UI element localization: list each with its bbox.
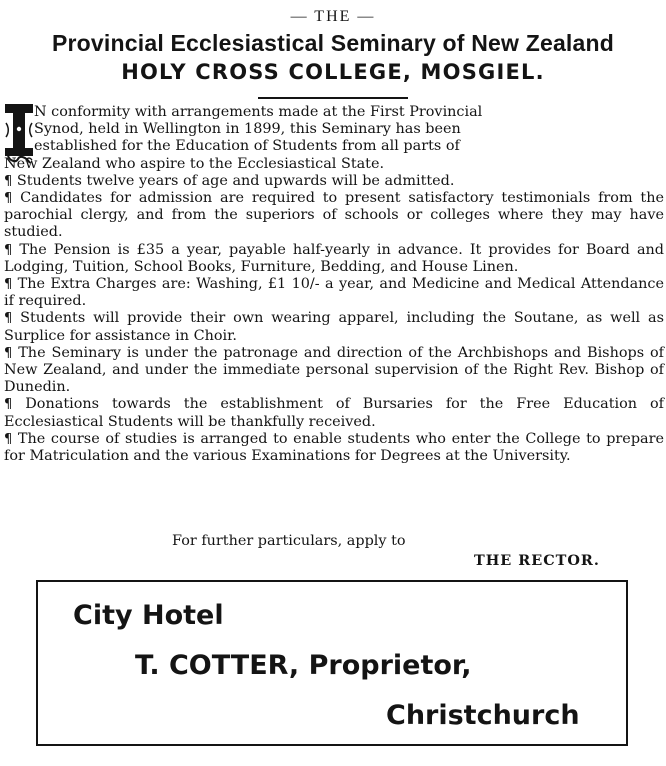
paragraph-mark-icon: ¶ (4, 311, 13, 327)
paragraph-candidates: ¶ Candidates for admission are required to present satisfactory testimonials from the parochial clergy, and from the superiors of schools or colleges where they may have studied. (4, 190, 664, 241)
paragraph-mark-icon: ¶ (4, 277, 13, 293)
hotel-name: City Hotel (73, 600, 224, 631)
hotel-city: Christchurch (386, 700, 580, 731)
seminary-title: Provincial Ecclesiastical Seminary of New Zealand (51, 30, 615, 56)
college-title: HOLY CROSS COLLEGE, MOSGIEL. (121, 60, 545, 84)
intro-last-line: New Zealand who aspire to the Ecclesiastical State. (4, 155, 385, 172)
paragraph-extra-charges: ¶ The Extra Charges are: Washing, £1 10/- a year, and Medicine and Medical Attendance if required. (4, 276, 664, 310)
paragraph-donations: ¶ Donations towards the establishment of Bursaries for the Free Education of Ecclesiastical Students will be thankfully received. (4, 396, 664, 430)
intro-line-1: N conformity with arrangements made at the First Provincial (34, 104, 483, 120)
intro-line-2: Synod, held in Wellington in 1899, this Seminary has been (34, 121, 461, 138)
intro-line-3: established for the Education of Students from all parts of (34, 138, 460, 155)
paragraph-admission-age: ¶ Students twelve years of age and upwards will be admitted. (4, 172, 455, 189)
paragraph-mark-icon: ¶ (4, 397, 13, 413)
paragraph-mark-icon: ¶ (4, 431, 13, 447)
hotel-proprietor: T. COTTER, Proprietor, (135, 650, 472, 681)
paragraph-mark-icon: ¶ (4, 345, 13, 361)
the-heading: — THE — (290, 8, 376, 25)
paragraph-pension: ¶ The Pension is £35 a year, payable half-yearly in advance. It provides for Board and Lodging, Tuition, School Books, Furniture, Bedding, and House Linen. (4, 241, 665, 275)
rector-signature: THE RECTOR. (474, 552, 600, 569)
intro-paragraph (4, 104, 664, 156)
paragraph-mark-icon: ¶ (4, 191, 13, 207)
paragraph-mark-icon: ¶ (4, 242, 13, 258)
paragraph-apparel: ¶ Students will provide their own wearing apparel, including the Soutane, as well as Surplice for assistance in Choir. (4, 310, 664, 344)
paragraph-patronage: ¶ The Seminary is under the patronage and direction of the Archbishops and Bishops of New Zealand, and under the immediate personal supervision of the Right Rev. Bishop of Dunedin. (4, 344, 664, 396)
paragraph-mark-icon: ¶ (4, 173, 13, 189)
title-rule (258, 97, 408, 99)
paragraph-course-of-studies: ¶ The course of studies is arranged to enable students who enter the College to prepare for Matriculation and the various Examinations for Degrees at the University. (4, 430, 665, 465)
further-particulars: For further particulars, apply to (172, 533, 406, 549)
seminary-body (4, 104, 664, 465)
